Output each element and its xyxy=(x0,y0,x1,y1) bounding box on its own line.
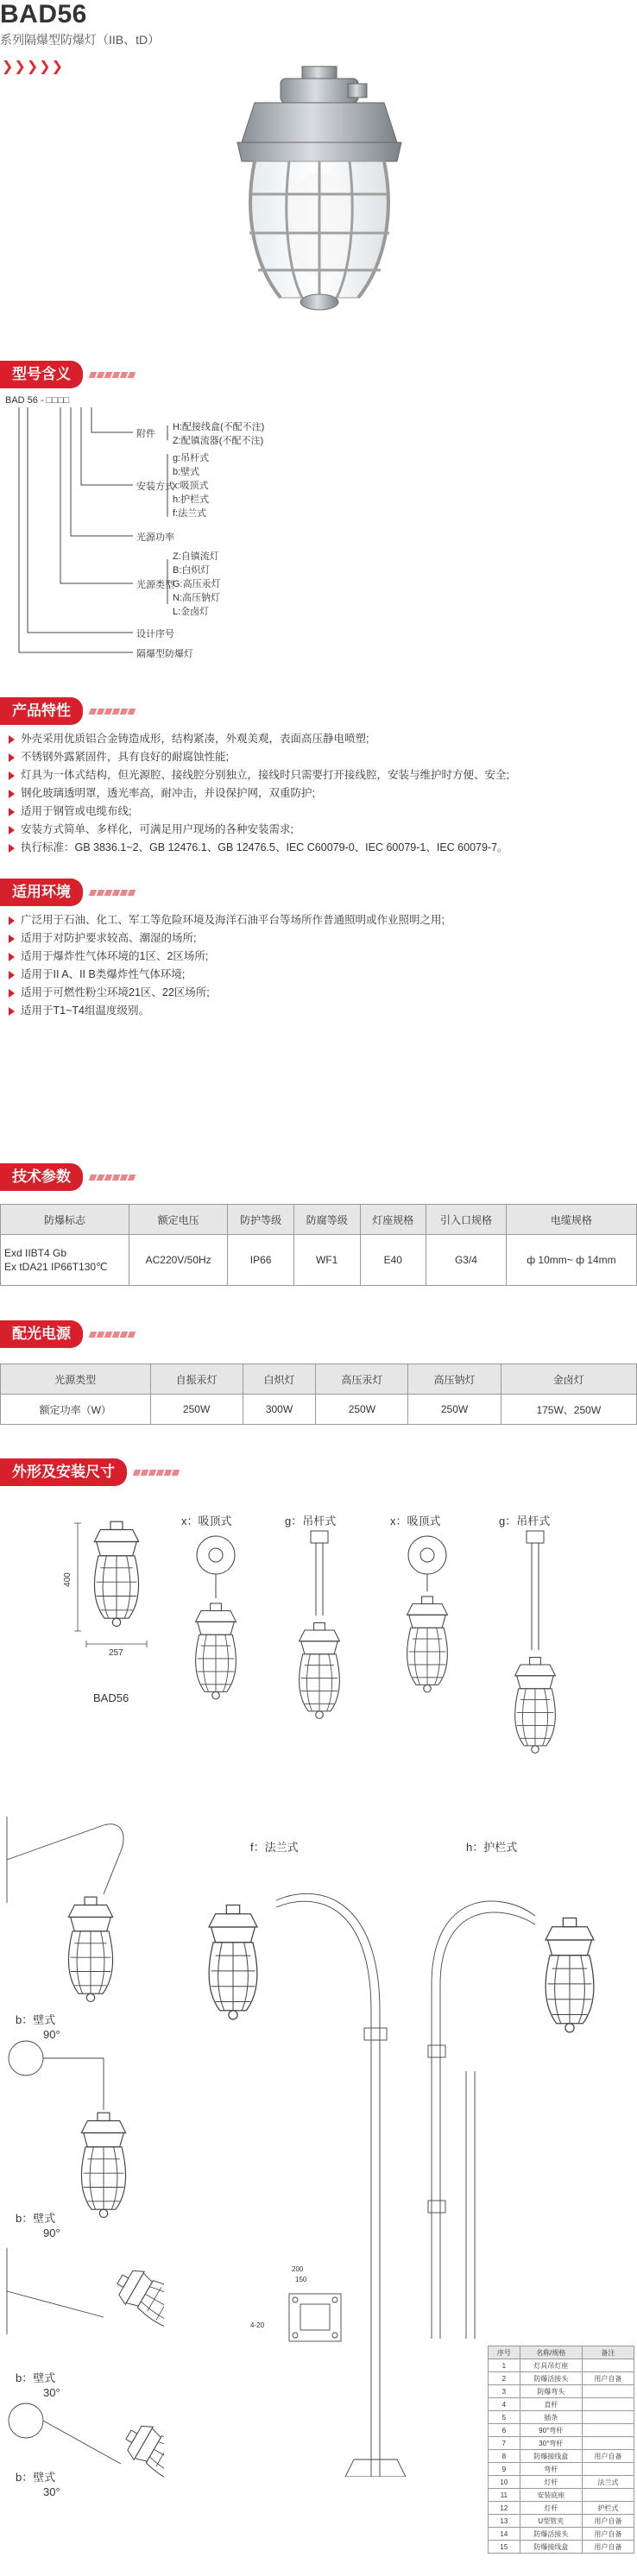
table-cell: 14 xyxy=(489,2528,520,2541)
source-option: N:高压钠灯 xyxy=(173,593,220,603)
table-cell xyxy=(582,2437,634,2450)
chevron-icon: ❯ xyxy=(51,60,64,74)
table-cell: 5 xyxy=(489,2411,520,2424)
source-option: G:高压汞灯 xyxy=(173,579,221,589)
parts-table-body xyxy=(489,2359,634,2554)
section-title: 型号含义 xyxy=(0,361,83,388)
parts-table xyxy=(488,2346,634,2554)
list-item: 适用于T1~T4组温度级别。 xyxy=(9,1002,445,1020)
table-header-cell: 防腐等级 xyxy=(293,1205,360,1235)
table-header-cell: 防护等级 xyxy=(228,1205,294,1235)
power-label: 光源功率 xyxy=(136,532,174,543)
install-option: x:吸顶式 xyxy=(173,481,209,491)
table-cell xyxy=(582,2398,634,2411)
install-type-label: x：吸顶式 xyxy=(390,1515,441,1527)
chevron-icon: ❯ xyxy=(14,60,26,74)
table-cell xyxy=(582,2463,634,2476)
table-cell: 护栏式 xyxy=(582,2502,634,2515)
table-cell: 1 xyxy=(489,2359,520,2372)
source-label: 光源类型 xyxy=(136,580,174,590)
table-cell: 12 xyxy=(489,2502,520,2515)
table-cell: U型管夹 xyxy=(520,2515,582,2528)
list-item: 广泛用于石油、化工、军工等危险环境及海洋石油平台等场所作普通照明或作业照明之用; xyxy=(9,911,445,929)
list-item: 适用于爆炸性气体环境的1区、2区场所; xyxy=(9,948,445,966)
table-cell: 用户自备 xyxy=(582,2450,634,2463)
table-row xyxy=(489,2359,634,2372)
table-cell: 用户自备 xyxy=(582,2372,634,2385)
table-header-cell: 防爆标志 xyxy=(1,1205,129,1235)
table-cell: G3/4 xyxy=(426,1235,507,1286)
install-type-label: g：吊杆式 xyxy=(285,1515,337,1527)
product-model: BAD56 xyxy=(0,0,87,28)
list-item: 适用于可燃性粉尘环境21区、22区场所; xyxy=(9,984,445,1002)
table-cell: 13 xyxy=(489,2515,520,2528)
table-header-cell: 高压钠灯 xyxy=(408,1364,501,1395)
table-cell: 7 xyxy=(489,2437,520,2450)
table-cell: 2 xyxy=(489,2372,520,2385)
wall-mount-angle: 30° xyxy=(43,2485,60,2498)
table-header-cell: 名称/规格 xyxy=(520,2346,582,2359)
table-cell: 3 xyxy=(489,2385,520,2398)
list-item: 适用于II A、II B类爆炸性气体环境; xyxy=(9,966,445,984)
tech-params-table xyxy=(0,1204,637,1286)
table-cell: 9 xyxy=(489,2463,520,2476)
table-cell xyxy=(582,2411,634,2424)
table-cell: Exd IIBT4 Gb Ex tDA21 IP66T130℃ xyxy=(1,1235,129,1286)
accessory-option: H:配接线盒(不配不注) xyxy=(173,422,265,432)
table-cell: 250W xyxy=(408,1395,501,1425)
table-header-row xyxy=(1,1205,637,1235)
table-cell: IP66 xyxy=(228,1235,294,1286)
wall-mount-label: b：壁式 xyxy=(16,2471,56,2484)
section-tech-params xyxy=(0,1163,135,1191)
source-option: B:白炽灯 xyxy=(173,565,211,576)
table-row xyxy=(489,2476,634,2489)
table-row xyxy=(489,2528,634,2541)
model-code-prefix: BAD 56 - □□□□ xyxy=(5,395,70,406)
table-cell: 插条 xyxy=(520,2411,582,2424)
table-cell: 用户自备 xyxy=(582,2541,634,2554)
table-cell: 6 xyxy=(489,2424,520,2437)
source-option: L:金卤灯 xyxy=(173,607,210,617)
table-header-cell: 电缆规格 xyxy=(506,1205,636,1235)
table-cell: 防爆接线盒 xyxy=(520,2450,582,2463)
table-header-cell: 备注 xyxy=(582,2346,634,2359)
section-title: 产品特性 xyxy=(0,697,83,725)
table-cell: 300W xyxy=(243,1395,316,1425)
table-row xyxy=(489,2372,634,2385)
flange-base-drawing xyxy=(276,2278,354,2347)
table-cell: 250W xyxy=(316,1395,408,1425)
section-model-meaning xyxy=(0,361,135,388)
product-subtitle: 系列隔爆型防爆灯（IIB、tD） xyxy=(0,33,161,47)
install-type-label: h：护栏式 xyxy=(466,1841,518,1854)
table-row xyxy=(1,1235,637,1286)
table-header-cell: 灯座规格 xyxy=(360,1205,426,1235)
list-item: 钢化玻璃透明罩，透光率高，耐冲击，并设保护网，双重防护; xyxy=(9,784,509,803)
install-option: h:护栏式 xyxy=(173,494,210,505)
table-row xyxy=(1,1395,637,1425)
table-header-cell: 光源类型 xyxy=(1,1364,151,1395)
table-cell: 10 xyxy=(489,2476,520,2489)
table-row xyxy=(489,2411,634,2424)
table-cell: 灯具吊灯座 xyxy=(520,2359,582,2372)
environment-list xyxy=(9,911,445,1020)
table-cell: 法兰式 xyxy=(582,2476,634,2489)
flange-dimension: 200 xyxy=(292,2265,304,2273)
wall-mount-angle: 90° xyxy=(43,2028,60,2041)
table-row xyxy=(489,2398,634,2411)
table-header-cell: 额定电压 xyxy=(129,1205,228,1235)
chevron-icon: ❯ xyxy=(2,60,14,74)
section-dimensions xyxy=(0,1458,179,1486)
table-row xyxy=(489,2385,634,2398)
table-cell: 250W xyxy=(150,1395,243,1425)
table-cell xyxy=(582,2385,634,2398)
table-cell: 30°弯杆 xyxy=(520,2437,582,2450)
table-row xyxy=(489,2424,634,2437)
dimension-height: 400 xyxy=(62,1572,73,1587)
light-source-table xyxy=(0,1364,637,1425)
section-title: 技术参数 xyxy=(0,1163,83,1191)
guardrail-mount-drawing xyxy=(406,1855,630,2339)
table-cell: 灯杆 xyxy=(520,2502,582,2515)
install-type-label: f：法兰式 xyxy=(250,1841,299,1854)
serial-label: 设计序号 xyxy=(136,629,174,639)
model-code-diagram xyxy=(5,395,290,663)
table-cell: 防爆活接头 xyxy=(520,2372,582,2385)
table-header-cell: 序号 xyxy=(489,2346,520,2359)
install-type-label: g：吊杆式 xyxy=(499,1515,551,1527)
ceiling-mount-drawing-2 xyxy=(393,1529,462,1710)
table-header-cell: 金卤灯 xyxy=(501,1364,636,1395)
table-cell: 用户自备 xyxy=(582,2528,634,2541)
table-cell: 4 xyxy=(489,2398,520,2411)
section-title: 适用环境 xyxy=(0,879,83,906)
table-cell: AC220V/50Hz xyxy=(129,1235,228,1286)
section-title: 外形及安装尺寸 xyxy=(0,1458,127,1486)
table-cell xyxy=(582,2424,634,2437)
section-environment xyxy=(0,879,135,906)
list-item: 执行标准：GB 3836.1~2、GB 12476.1、GB 12476.5、IEC C60079-0、IEC 60079-1、IEC 60079-7。 xyxy=(9,839,509,857)
chevron-decoration xyxy=(2,60,63,74)
table-row xyxy=(489,2502,634,2515)
flange-dimension: 150 xyxy=(295,2276,307,2283)
product-label: 隔爆型防爆灯 xyxy=(136,649,193,659)
chevron-icon: ❯ xyxy=(39,60,51,74)
wall-mount-label: b：壁式 xyxy=(16,2371,56,2384)
table-cell: 弯杆 xyxy=(520,2463,582,2476)
wall-mount-angle: 30° xyxy=(43,2386,60,2399)
accessory-label: 附件 xyxy=(136,429,155,439)
table-cell xyxy=(582,2489,634,2502)
table-header-cell: 自振汞灯 xyxy=(150,1364,243,1395)
ceiling-mount-drawing xyxy=(181,1529,250,1719)
source-option: Z:自镇流灯 xyxy=(173,551,219,562)
table-cell: 防爆活接头 xyxy=(520,2528,582,2541)
lamp-dimension-drawing xyxy=(69,1515,164,1666)
table-cell: 防爆接线盒 xyxy=(520,2541,582,2554)
table-header-row xyxy=(489,2346,634,2359)
table-row xyxy=(489,2515,634,2528)
list-item: 灯具为一体式结构，但光源腔、接线腔分别独立，接线时只需要打开接线腔，安装与维护时方便、安全; xyxy=(9,766,509,784)
table-cell: E40 xyxy=(360,1235,426,1286)
table-cell: 15 xyxy=(489,2541,520,2554)
flange-dimension: 4-20 xyxy=(250,2321,265,2329)
table-row xyxy=(489,2450,634,2463)
table-row xyxy=(489,2463,634,2476)
table-cell: 用户自备 xyxy=(582,2515,634,2528)
table-cell: 175W、250W xyxy=(501,1395,636,1425)
table-row xyxy=(489,2541,634,2554)
wall-mount-label: b：壁式 xyxy=(16,2013,56,2026)
table-header-row xyxy=(1,1364,637,1395)
wall-mount-label: b：壁式 xyxy=(16,2212,56,2225)
list-item: 安装方式简单、多样化，可满足用户现场的各种安装需求; xyxy=(9,821,509,839)
table-cell: 防爆弯头 xyxy=(520,2385,582,2398)
section-light-source xyxy=(0,1320,135,1348)
table-cell: 安装底座 xyxy=(520,2489,582,2502)
pendant-mount-drawing xyxy=(285,1529,354,1745)
list-item: 不锈钢外露紧固件，具有良好的耐腐蚀性能; xyxy=(9,748,509,766)
install-label: 安装方式 xyxy=(136,482,174,492)
features-list xyxy=(9,730,509,857)
table-header-cell: 高压汞灯 xyxy=(316,1364,408,1395)
table-cell: ф 10mm~ ф 14mm xyxy=(506,1235,636,1286)
list-item: 适用于对防护要求较高、潮湿的场所; xyxy=(9,929,445,948)
table-cell: 90°弯杆 xyxy=(520,2424,582,2437)
pendant-mount-drawing-2 xyxy=(501,1529,570,1779)
section-title: 配光电源 xyxy=(0,1320,83,1348)
table-row xyxy=(489,2489,634,2502)
model-label: BAD56 xyxy=(93,1691,129,1704)
product-photo xyxy=(220,65,419,319)
table-cell: 8 xyxy=(489,2450,520,2463)
table-cell xyxy=(582,2359,634,2372)
section-features xyxy=(0,697,135,725)
table-cell: 灯杆 xyxy=(520,2476,582,2489)
table-cell: 11 xyxy=(489,2489,520,2502)
table-cell: WF1 xyxy=(293,1235,360,1286)
table-cell: 额定功率（W） xyxy=(1,1395,151,1425)
install-option: f:法兰式 xyxy=(173,508,207,519)
table-header-cell: 白炽灯 xyxy=(243,1364,316,1395)
table-row xyxy=(489,2437,634,2450)
install-option: b:壁式 xyxy=(173,467,200,477)
list-item: 外壳采用优质铝合金铸造成形，结构紧凑，外观美观，表面高压静电喷塑; xyxy=(9,730,509,748)
list-item: 适用于钢管或电缆布线; xyxy=(9,803,509,821)
table-header-cell: 引入口规格 xyxy=(426,1205,507,1235)
dimension-width: 257 xyxy=(109,1648,123,1658)
wall-mount-drawings xyxy=(0,1799,164,2550)
wall-mount-angle: 90° xyxy=(43,2226,60,2239)
install-option: g:吊杆式 xyxy=(173,453,210,463)
table-cell: 直杆 xyxy=(520,2398,582,2411)
install-type-label: x：吸顶式 xyxy=(181,1515,232,1527)
accessory-option: Z:配镇流器(不配不注) xyxy=(173,436,264,446)
chevron-icon: ❯ xyxy=(26,60,39,74)
